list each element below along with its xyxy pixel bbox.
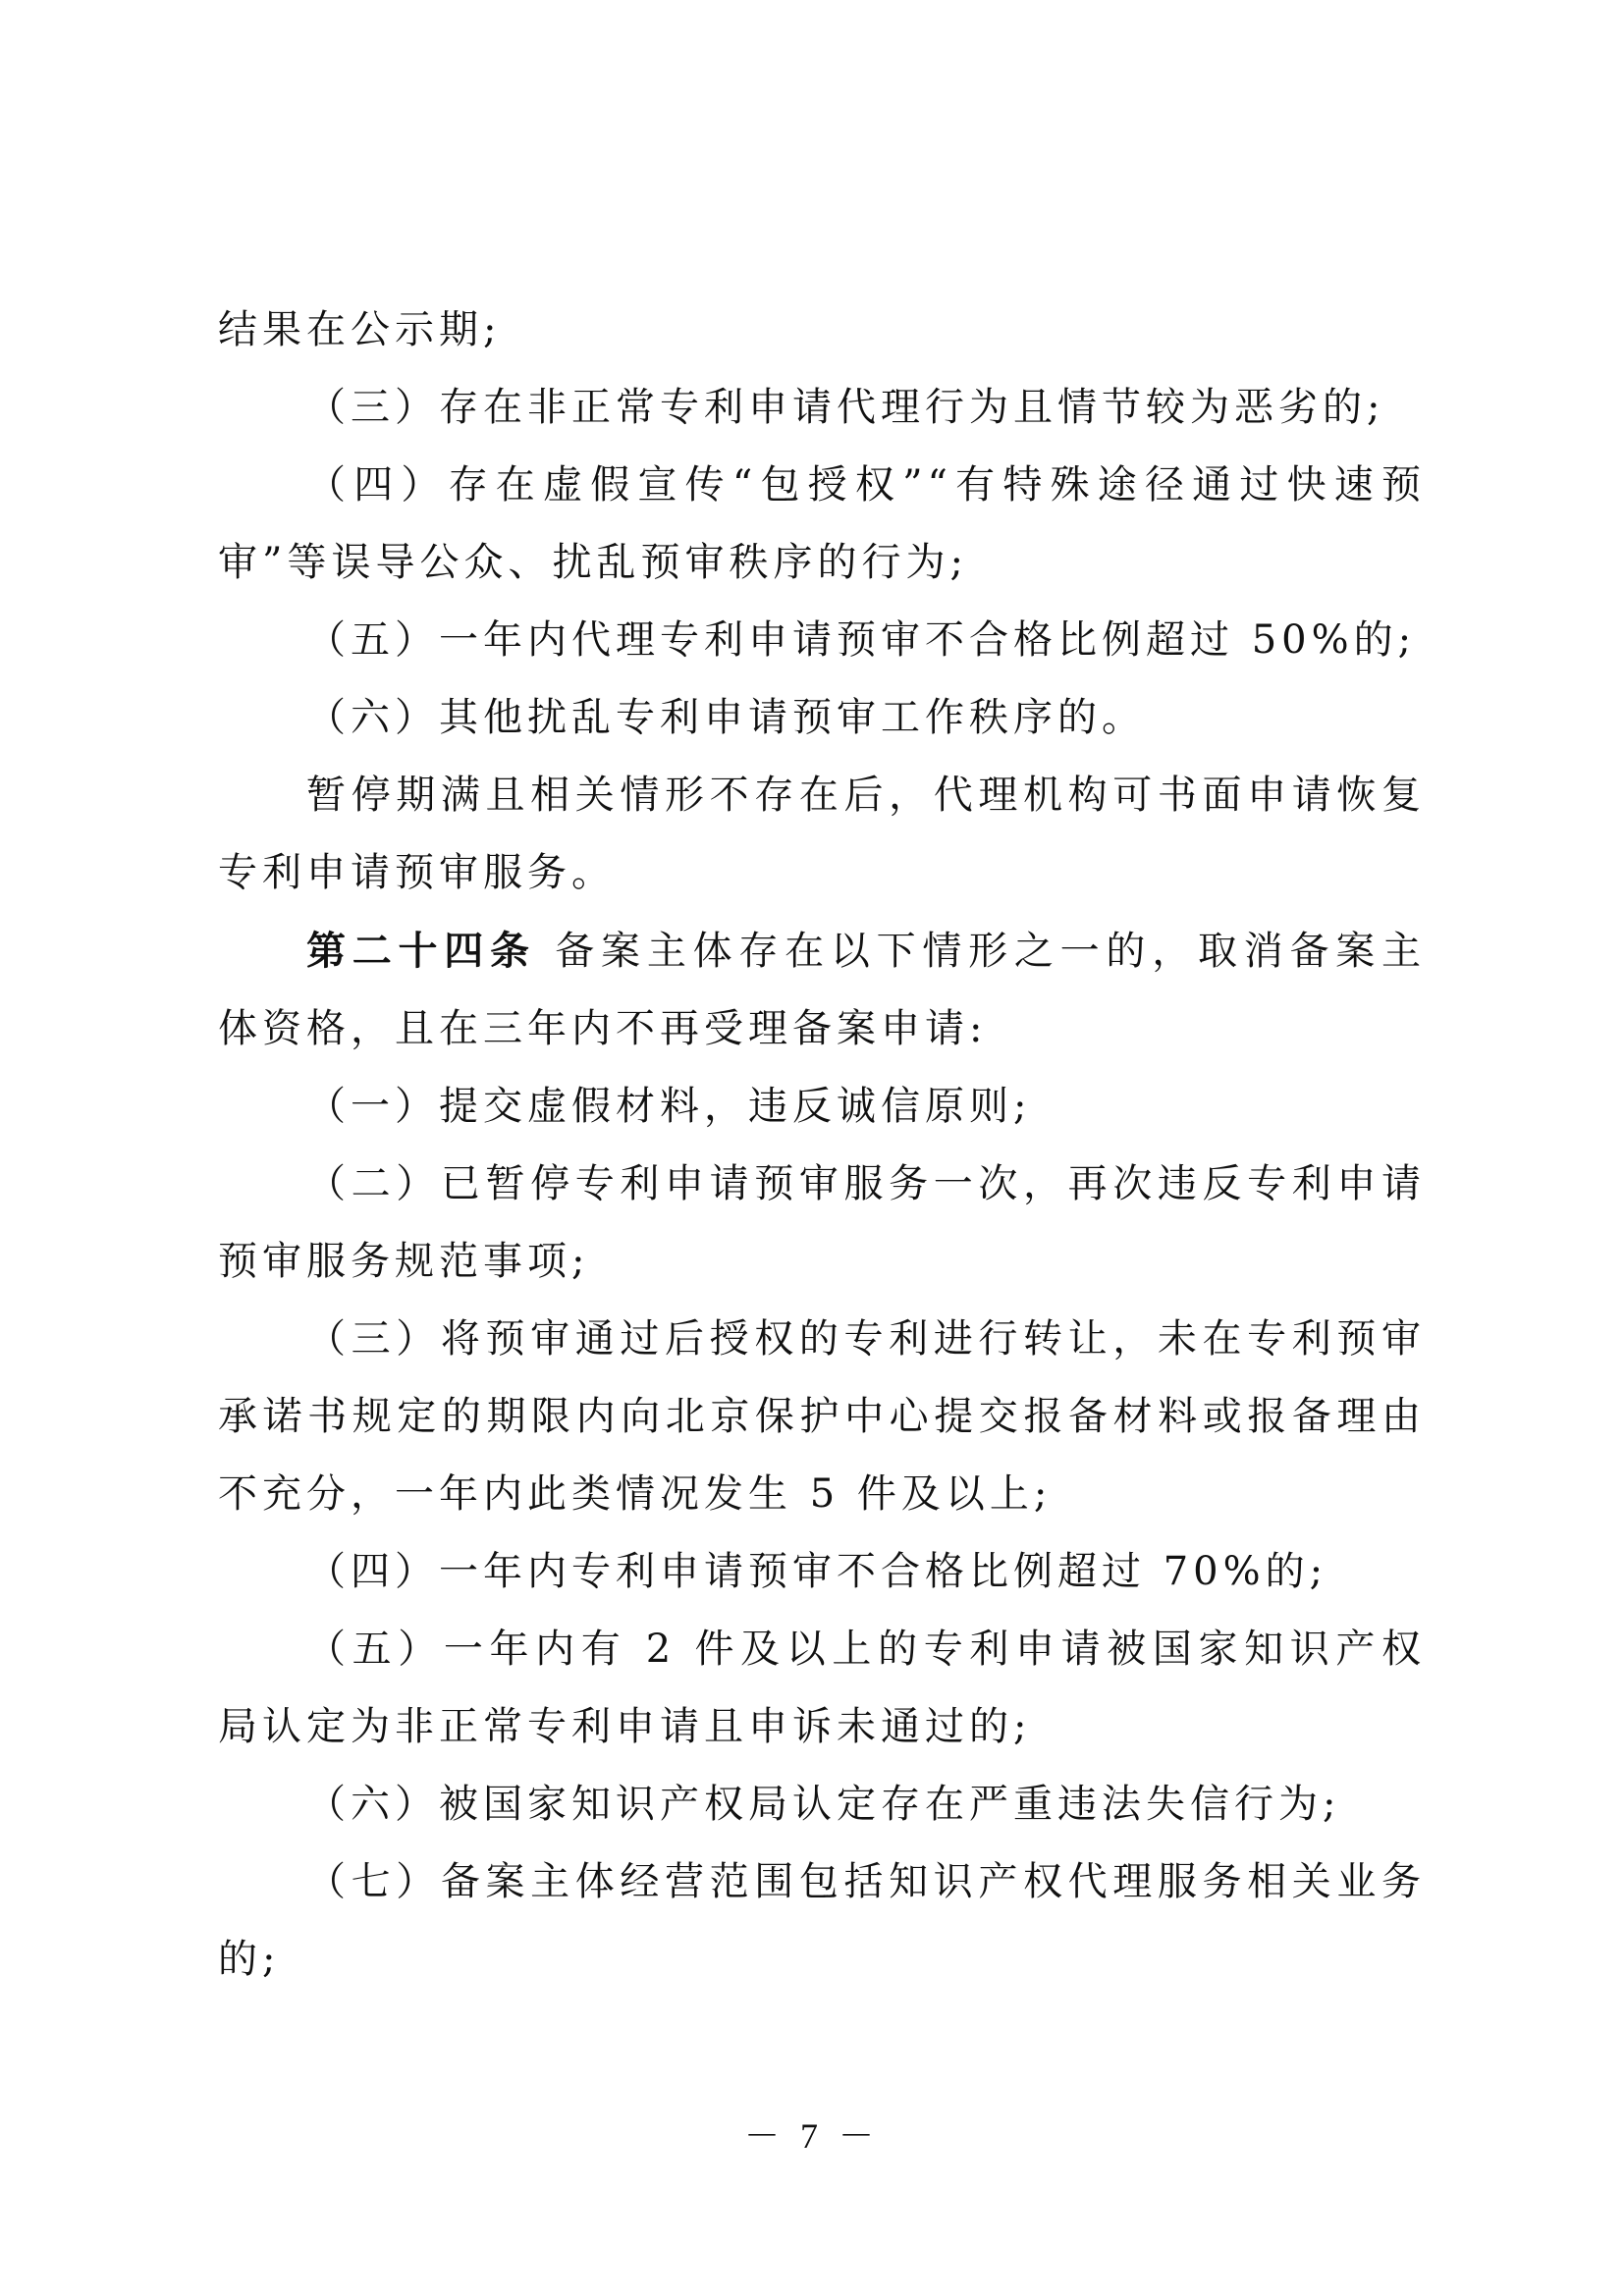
clause-item-4: （四）存在虚假宣传“包授权”“有特殊途径通过快速预审”等误导公众、扰乱预审秩序的行为; bbox=[218, 462, 1426, 585]
article-item-6: （六）被国家知识产权局认定存在严重违法失信行为; bbox=[306, 1782, 1341, 1827]
article-item-1: （一）提交虚假材料，违反诚信原则; bbox=[306, 1084, 1032, 1129]
article-label: 第二十四条 bbox=[306, 928, 536, 974]
suspension-recovery-paragraph: 暂停期满且相关情形不存在后，代理机构可书面申请恢复专利申请预审服务。 bbox=[218, 773, 1426, 895]
clause-item-3: （三）存在非正常专利申请代理行为且情节较为恶劣的; bbox=[306, 385, 1385, 430]
article-item-2: （二）已暂停专利申请预审服务一次，再次违反专利申请预审服务规范事项; bbox=[218, 1161, 1426, 1284]
clause-item-5: （五）一年内代理专利申请预审不合格比例超过 50%的; bbox=[306, 617, 1417, 663]
article-item-3: （三）将预审通过后授权的专利进行转让，未在专利预审承诺书规定的期限内向北京保护中心提交报备材料或报备理由不充分，一年内此类情况发生 5 件及以上; bbox=[218, 1316, 1426, 1517]
article-24-paragraph bbox=[218, 912, 1426, 1068]
article-item-7: （七）备案主体经营范围包括知识产权代理服务相关业务的; bbox=[218, 1859, 1426, 1982]
article-item-4: （四）一年内专利申请预审不合格比例超过 70%的; bbox=[306, 1549, 1328, 1594]
article-item-5: （五）一年内有 2 件及以上的专利申请被国家知识产权局认定为非正常专利申请且申诉未通过的; bbox=[218, 1627, 1426, 1749]
clause-item-6: （六）其他扰乱专利申请预审工作秩序的。 bbox=[306, 695, 1146, 740]
paragraph-continuation: 结果在公示期; bbox=[218, 307, 502, 352]
document-body bbox=[218, 292, 1426, 1999]
article-text: 备案主体存在以下情形之一的，取消备案主体资格，且在三年内不再受理备案申请: bbox=[218, 929, 1427, 1051]
page-number: － 7 － bbox=[743, 2116, 880, 2156]
